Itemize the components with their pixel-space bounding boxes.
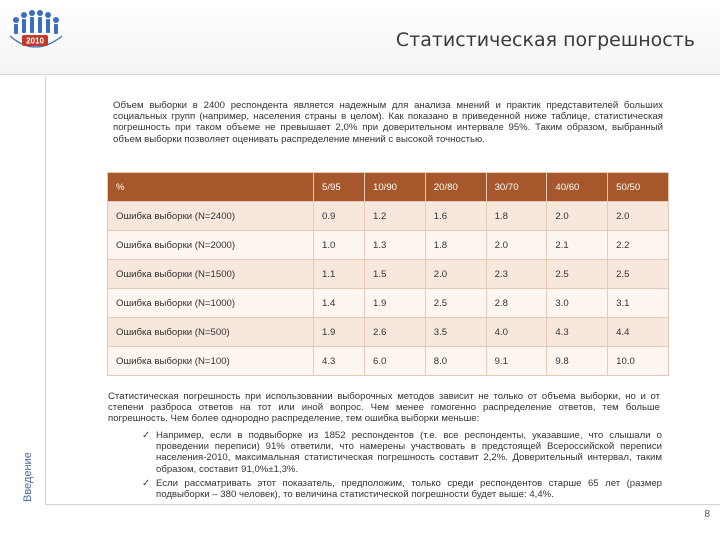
table-row [108,231,669,260]
table-cell: 8.0 [425,347,486,376]
table-cell: 4.3 [547,318,608,347]
table-cell: 2.0 [486,231,547,260]
table-cell: 2.0 [608,202,669,231]
column-header: 40/60 [547,173,608,202]
table-cell: 2.0 [425,260,486,289]
footer-divider [45,504,720,505]
table-row [108,202,669,231]
table-cell: 1.3 [364,231,425,260]
table-cell: 4.4 [608,318,669,347]
list-item [142,430,662,475]
header-divider [0,74,720,75]
row-label: Ошибка выборки (N=2400) [108,202,314,231]
row-label: Ошибка выборки (N=2000) [108,231,314,260]
table-cell: 3.1 [608,289,669,318]
checkmark-icon: ✓ [142,430,151,441]
list-item [142,478,662,500]
table-cell: 1.8 [425,231,486,260]
table-row [108,318,669,347]
page-title: Статистическая погрешность [395,29,695,51]
table-cell: 0.9 [314,202,365,231]
list-item-text: Если рассматривать этот показатель, предположим, только среди респондентов старше 65 лет (размер подвыборки – 380 человек), то величина статистической погрешности будет выше: 4,4%. [156,477,662,501]
logo-year: 2010 [26,36,44,46]
example-list [142,430,662,503]
row-label: Ошибка выборки (N=1500) [108,260,314,289]
table-header-row [108,173,669,202]
table-cell: 2.2 [608,231,669,260]
section-label: Введение [22,452,34,502]
table-cell: 2.5 [425,289,486,318]
column-header: 30/70 [486,173,547,202]
column-header: 50/50 [608,173,669,202]
table-cell: 2.5 [547,260,608,289]
table-cell: 6.0 [364,347,425,376]
table-cell: 2.0 [547,202,608,231]
table-cell: 2.6 [364,318,425,347]
table-cell: 4.0 [486,318,547,347]
table-cell: 9.1 [486,347,547,376]
table-cell: 1.9 [314,318,365,347]
variance-paragraph: Статистическая погрешность при использовании выборочных методов зависит не только от объема выборки, но и от степени разброса ответов на тот или иной вопрос. Чем менее гомогенно распределение ответов, тем больше погрешность. Чем более однородно распределение, тем ошибка выборки меньше: [108,391,660,425]
table-row [108,347,669,376]
table-cell: 3.0 [547,289,608,318]
table-cell: 2.5 [608,260,669,289]
census-logo-icon [4,6,66,64]
side-divider [45,76,46,504]
table-cell: 1.6 [425,202,486,231]
checkmark-icon: ✓ [142,477,151,489]
table-cell: 2.8 [486,289,547,318]
table-cell: 1.0 [314,231,365,260]
column-header: 10/90 [364,173,425,202]
column-header: % [108,173,314,202]
table-cell: 4.3 [314,347,365,376]
table-cell: 1.4 [314,289,365,318]
table-cell: 10.0 [608,347,669,376]
table-cell: 1.8 [486,202,547,231]
row-label: Ошибка выборки (N=1000) [108,289,314,318]
list-item-text: Например, если в подвыборке из 1852 респондентов (т.е. все респонденты, указавшие, что слышали о проведении переписи) 91% ответили, что намерены участвовать в предстоящей Всероссийской переписи населения-2010, максимальная статистическая погрешность составит 2,2%. Доверительный интервал, таким образом, составит 91,0%±1,3%. [156,430,662,475]
table-cell: 2.3 [486,260,547,289]
table-cell: 2.1 [547,231,608,260]
column-header: 5/95 [314,173,365,202]
column-header: 20/80 [425,173,486,202]
table-cell: 1.1 [314,260,365,289]
intro-paragraph: Объем выборки в 2400 респондента является надежным для анализа мнений и практик представителей больших социальных групп (например, населения страны в целом). Как показано в приведенной ниже таблице, статистическая погрешность при таком объеме не превышает 2,0% при доверительном интервале 95%. Таким образом, выбранный объем выборки позволяет оценивать распределение мнений с высокой точностью. [113,100,663,145]
table-row [108,289,669,318]
table-row [108,260,669,289]
row-label: Ошибка выборки (N=100) [108,347,314,376]
table-cell: 1.2 [364,202,425,231]
row-label: Ошибка выборки (N=500) [108,318,314,347]
sampling-error-table [107,172,669,376]
table-cell: 3.5 [425,318,486,347]
page-number: 8 [704,509,710,520]
table-cell: 9.8 [547,347,608,376]
table-cell: 1.5 [364,260,425,289]
table-cell: 1.9 [364,289,425,318]
